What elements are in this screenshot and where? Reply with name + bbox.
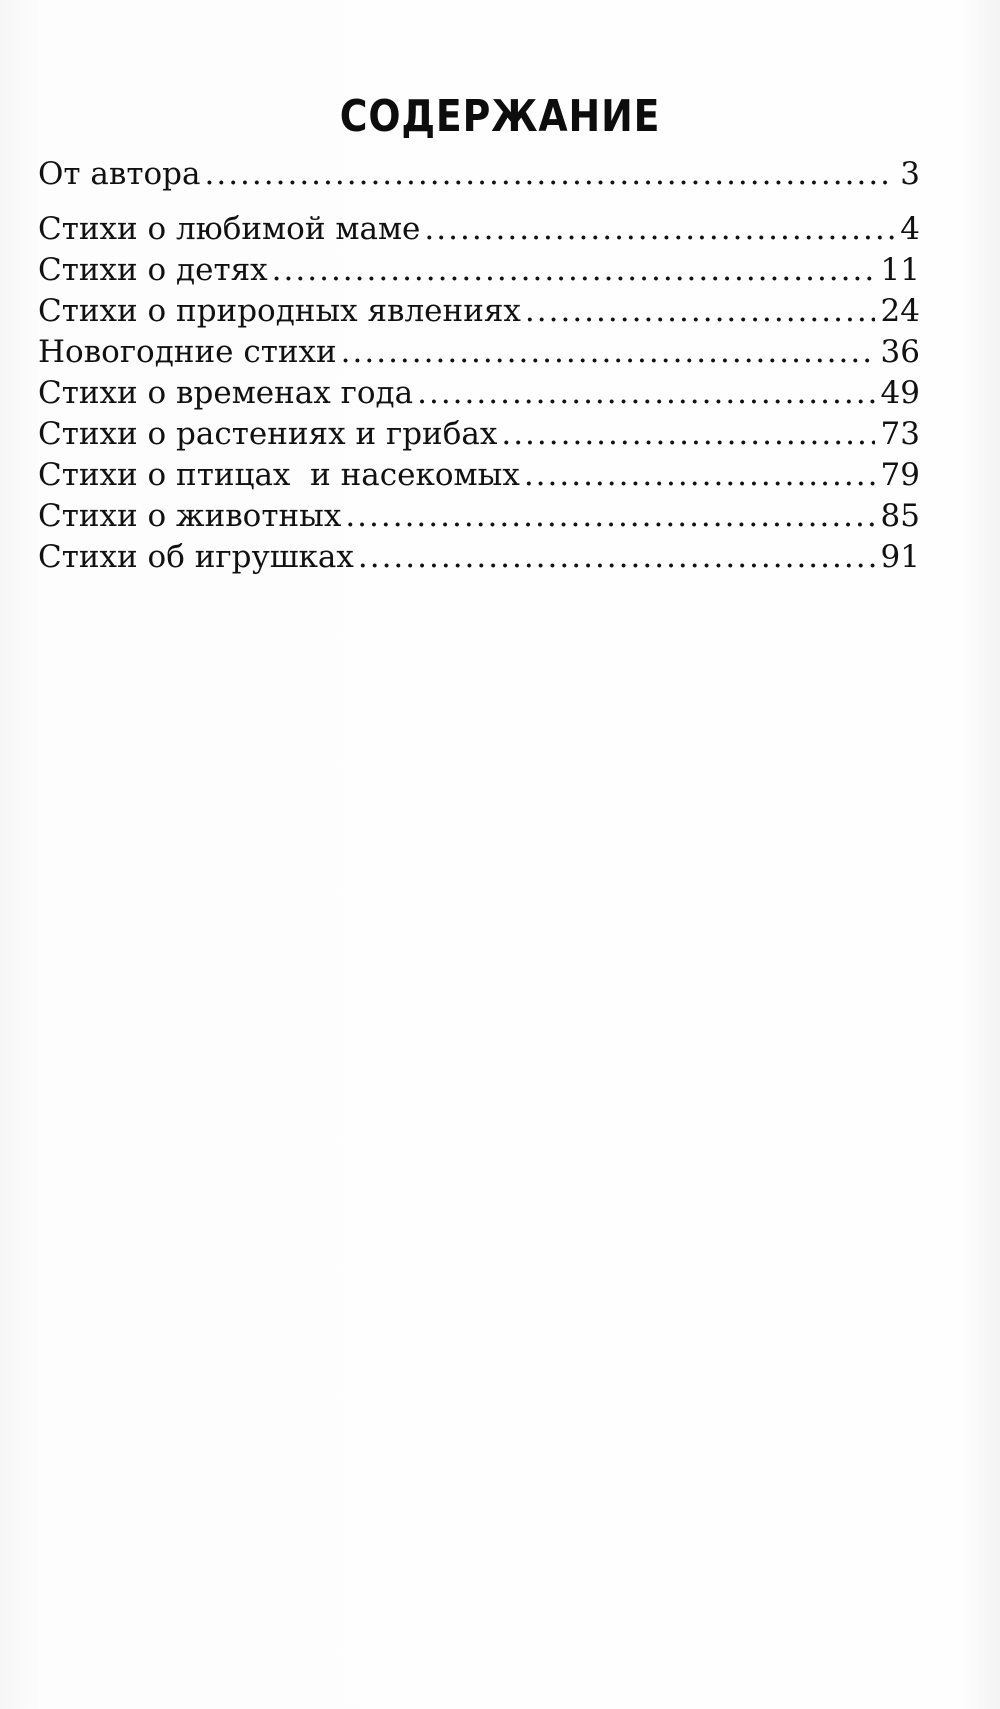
page-title: СОДЕРЖАНИЕ: [339, 91, 661, 143]
toc-entry: [38, 332, 920, 373]
toc-leader-dots: [272, 250, 875, 291]
toc-entry-label: Стихи о временах года: [38, 375, 414, 411]
toc-entry-page: 79: [880, 457, 920, 493]
toc-entry-page: 73: [880, 416, 920, 452]
toc-entry-page: 11: [880, 252, 920, 288]
toc-entry-page: 91: [880, 539, 920, 575]
toc-entry-page: 49: [880, 375, 920, 411]
toc-entry-page: 85: [880, 498, 920, 534]
toc-entry-page: 36: [880, 334, 920, 370]
toc-entry-page: 3: [900, 156, 920, 192]
toc-entry: [38, 291, 920, 332]
toc-entry: [38, 209, 920, 250]
toc-entry-label: Стихи о животных: [38, 498, 342, 534]
toc-entry-label: Стихи о растениях и грибах: [38, 416, 498, 452]
toc-entry: [38, 154, 920, 195]
toc-leader-dots: [525, 291, 875, 332]
toc-entry-label: Стихи о любимой маме: [38, 211, 421, 247]
table-of-contents: [38, 154, 920, 578]
toc-entry-label: Стихи о природных явлениях: [38, 293, 521, 329]
toc-entry-label: От автора: [38, 156, 201, 192]
toc-leader-dots: [424, 209, 894, 250]
toc-leader-dots: [358, 537, 875, 578]
toc-entry: [38, 496, 920, 537]
toc-entry: [38, 373, 920, 414]
toc-leader-dots: [501, 414, 874, 455]
toc-entry: [38, 537, 920, 578]
toc-leader-dots: [345, 496, 874, 537]
toc-leader-dots: [524, 455, 875, 496]
toc-entry-label: Стихи о птицах и насекомых: [38, 457, 520, 493]
toc-leader-dots: [205, 154, 895, 195]
toc-entry: [38, 250, 920, 291]
toc-entry-label: Стихи об игрушках: [38, 539, 354, 575]
toc-entry-page: 24: [880, 293, 920, 329]
toc-entry: [38, 455, 920, 496]
toc-entry-label: Новогодние стихи: [38, 334, 337, 370]
toc-entry: [38, 414, 920, 455]
toc-entry-label: Стихи о детях: [38, 252, 268, 288]
toc-leader-dots: [417, 373, 874, 414]
toc-entry-page: 4: [900, 211, 920, 247]
toc-leader-dots: [341, 332, 875, 373]
